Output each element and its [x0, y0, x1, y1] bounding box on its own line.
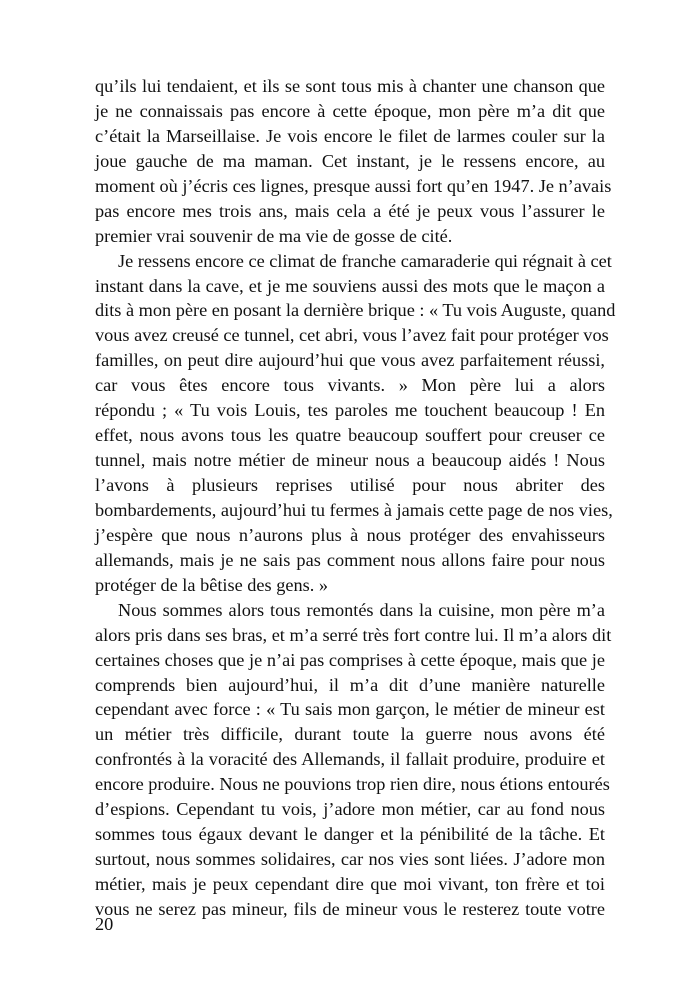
text-line: l’avons à plusieurs reprises utilisé pour nous abriter des: [95, 475, 605, 495]
text-line: effet, nous avons tous les quatre beaucoup souffert pour creuser ce: [95, 425, 605, 446]
text-line: vous ne serez pas mineur, fils de mineur vous le resterez toute votre: [95, 898, 605, 919]
text-line: tunnel, mais notre métier de mineur nous a beaucoup aidés ! Nous: [95, 450, 605, 471]
paragraph-2: [95, 249, 616, 598]
text-line: instant dans la cave, et je me souviens aussi des mots que le maçon a: [95, 275, 605, 296]
paragraph-3: [95, 598, 612, 922]
text-line: comprends bien aujourd’hui, il m’a dit d’une manière naturelle: [95, 674, 605, 695]
text-line: métier, mais je peux cependant dire que moi vivant, ton frère et toi: [95, 874, 605, 894]
page-body: [95, 74, 616, 922]
text-line: protéger de la bêtise des gens. »: [95, 574, 329, 595]
text-line: surtout, nous sommes solidaires, car nos vies sont liées. J’adore mon: [95, 849, 605, 870]
text-line: moment où j’écris ces lignes, presque aussi fort qu’en 1947. Je n’avais: [95, 175, 612, 196]
text-line: joue gauche de ma maman. Cet instant, je le ressens encore, au: [95, 150, 605, 171]
text-line: je ne connaissais pas encore à cette époque, mon père m’a dit que: [95, 100, 605, 121]
text-line: sommes tous égaux devant le danger et la pénibilité de la tâche. Et: [95, 824, 605, 845]
text-line: Je ressens encore ce climat de franche camaraderie qui régnait à cet: [118, 250, 612, 271]
text-line: qu’ils lui tendaient, et ils se sont tous mis à chanter une chanson que: [95, 76, 605, 96]
text-line: familles, on peut dire aujourd’hui que vous avez parfaitement réussi,: [95, 350, 605, 371]
text-line: confrontés à la voracité des Allemands, il fallait produire, produire et: [95, 749, 605, 770]
text-line: pas encore mes trois ans, mais cela a été je peux vous l’assurer le: [95, 200, 605, 221]
page-number: 20: [95, 914, 114, 934]
paragraph-1: [95, 74, 612, 249]
text-line: d’espions. Cependant tu vois, j’adore mon métier, car au fond nous: [95, 799, 605, 820]
text-line: certaines choses que je n’ai pas comprises à cette époque, mais que je: [95, 649, 605, 670]
text-line: c’était la Marseillaise. Je vois encore le filet de larmes couler sur la: [95, 125, 605, 146]
text-line: un métier très difficile, durant toute la guerre nous avons été: [95, 724, 605, 745]
text-line: cependant avec force : « Tu sais mon garçon, le métier de mineur est: [95, 699, 605, 720]
text-line: bombardements, aujourd’hui tu fermes à jamais cette page de nos vies,: [95, 499, 613, 520]
text-line: vous avez creusé ce tunnel, cet abri, vous l’avez fait pour protéger vos: [95, 325, 609, 346]
text-line: allemands, mais je ne sais pas comment nous allons faire pour nous: [95, 549, 605, 570]
text-line: dits à mon père en posant la dernière brique : « Tu vois Auguste, quand: [95, 300, 616, 321]
text-line: alors pris dans ses bras, et m’a serré très fort contre lui. Il m’a alors dit: [95, 624, 612, 645]
text-line: j’espère que nous n’aurons plus à nous protéger des envahisseurs: [95, 524, 605, 545]
text-line: car vous êtes encore tous vivants. » Mon père lui a alors: [95, 375, 605, 396]
text-line: encore produire. Nous ne pouvions trop rien dire, nous étions entourés: [95, 774, 610, 795]
text-line: répondu ; « Tu vois Louis, tes paroles me touchent beaucoup ! En: [95, 400, 605, 421]
text-line: premier vrai souvenir de ma vie de gosse de cité.: [95, 225, 453, 246]
text-line: Nous sommes alors tous remontés dans la cuisine, mon père m’a: [118, 599, 605, 620]
